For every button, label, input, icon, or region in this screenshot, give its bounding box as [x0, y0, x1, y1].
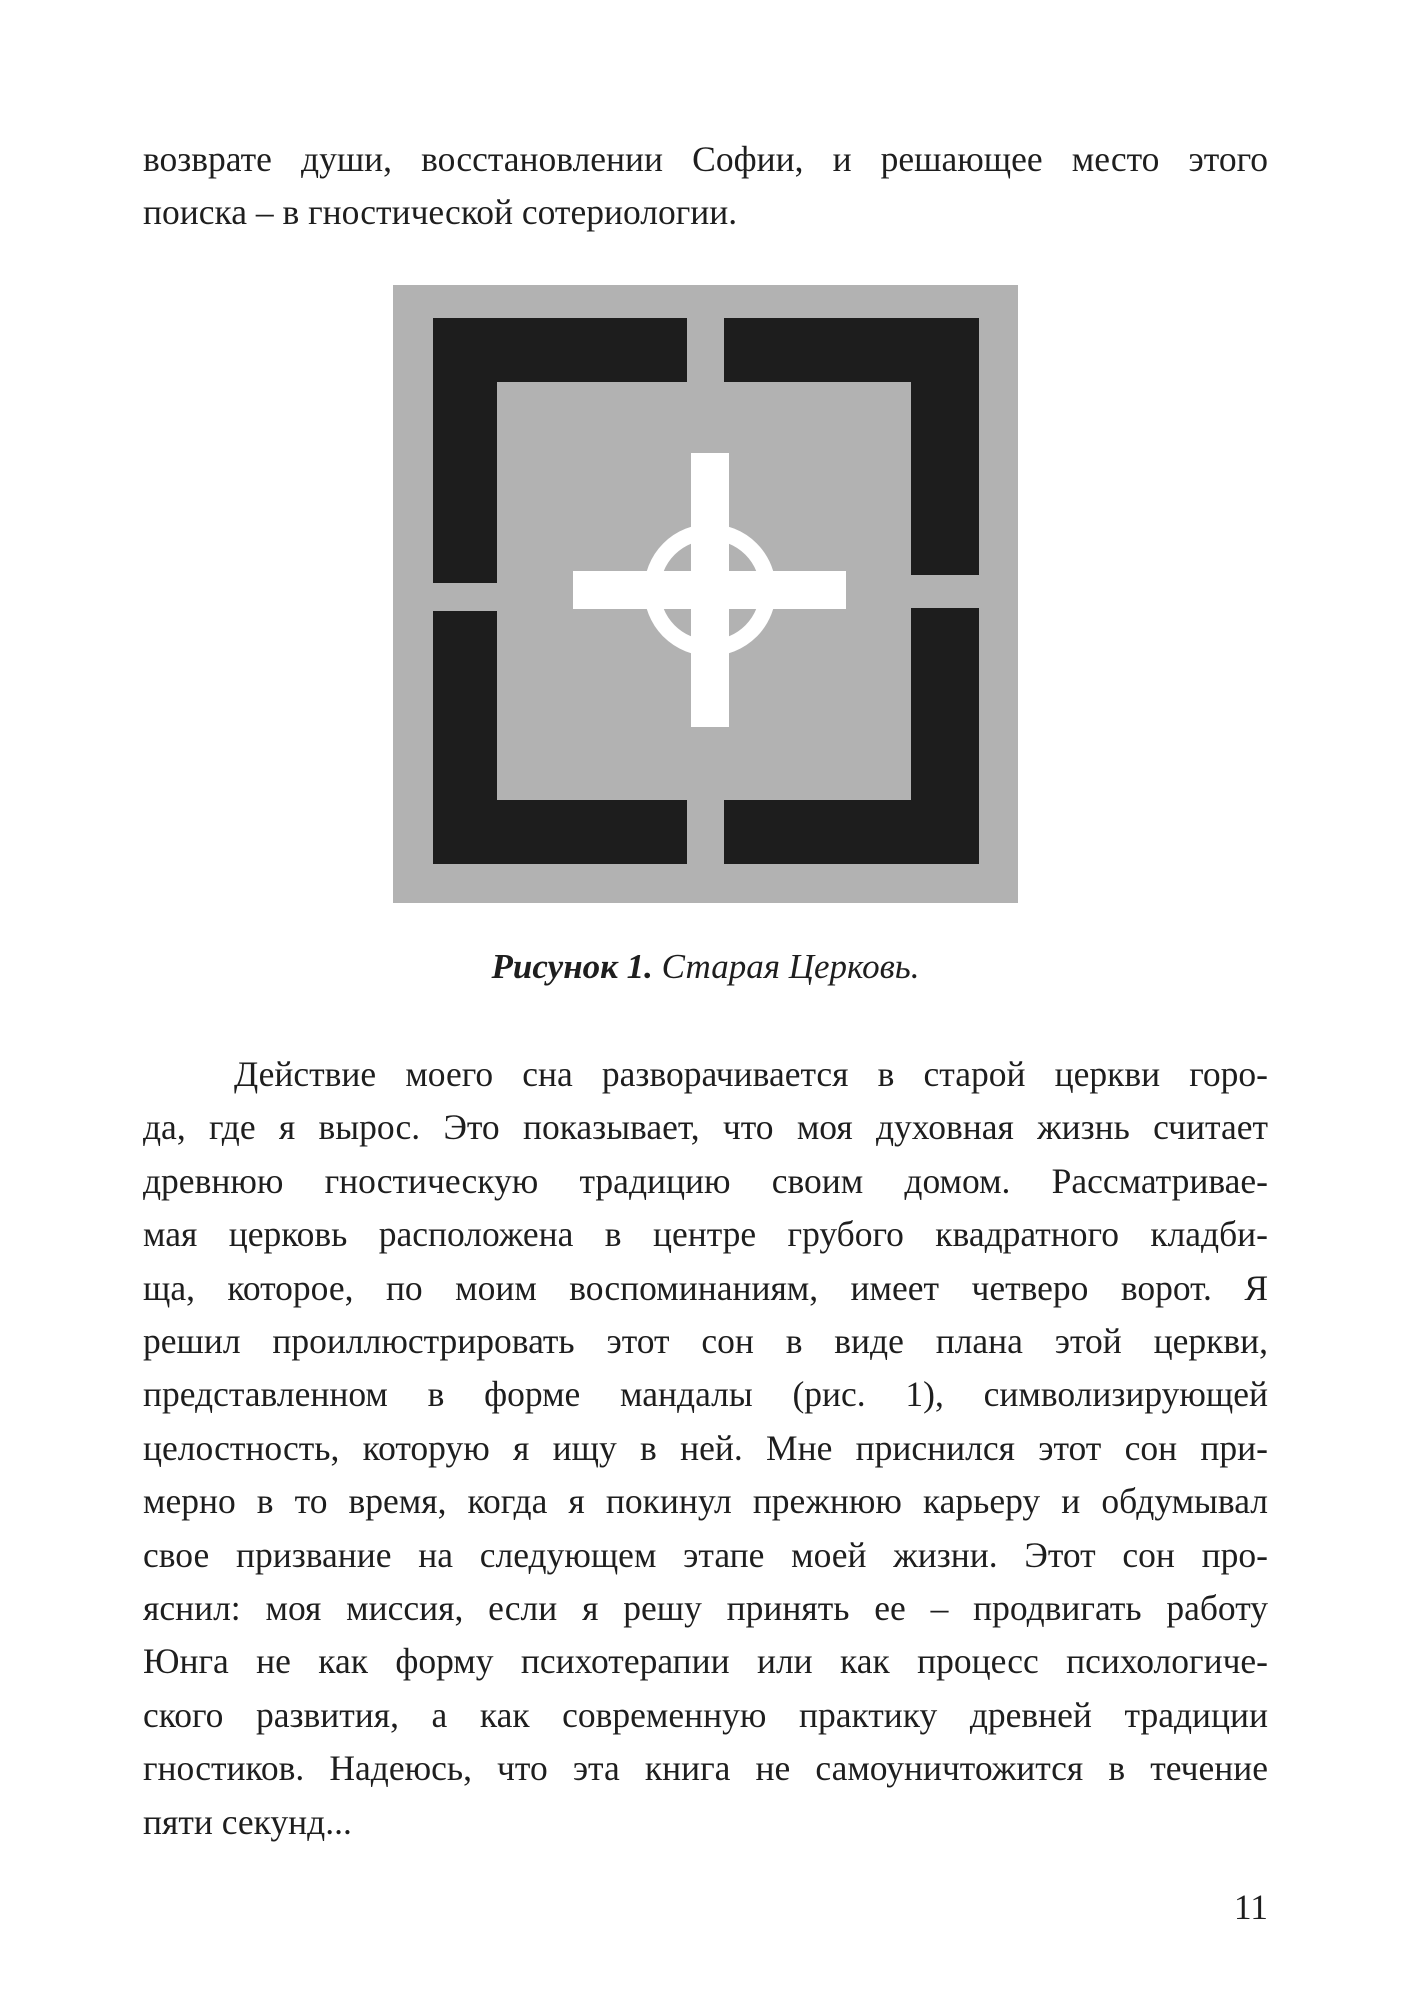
- text-line: поиска – в гностической сотериологии.: [143, 192, 738, 233]
- text-line: яснил: моя миссия, если я решу принять ее – продвигать работу: [143, 1588, 1268, 1629]
- body-paragraph: [143, 1048, 1268, 1849]
- text-line: мая церковь расположена в центре грубого квадратного кладби-: [143, 1214, 1268, 1255]
- text-line: свое призвание на следующем этапе моей жизни. Этот сон про-: [143, 1534, 1268, 1575]
- text-line: Действие моего сна разворачивается в старой церкви горо-: [234, 1054, 1268, 1094]
- text-line: да, где я вырос. Это показывает, что моя духовная жизнь считает: [143, 1107, 1268, 1148]
- text-line: гностиков. Надеюсь, что эта книга не самоуничтожится в течение: [143, 1748, 1268, 1789]
- figure-mandala: [393, 285, 1018, 903]
- mandala-church-plan-icon: [393, 285, 1018, 903]
- caption-label: Рисунок 1.: [491, 947, 653, 986]
- text-line: ского развития, а как современную практику древней традиции: [143, 1694, 1268, 1735]
- text-line: представленном в форме мандалы (рис. 1), символизирующей: [143, 1374, 1268, 1415]
- text-line: древнюю гностическую традицию своим домом. Рассматривае-: [143, 1160, 1268, 1201]
- text-line: мерно в то время, когда я покинул прежнюю карьеру и обдумывал: [143, 1481, 1268, 1522]
- caption-text: Старая Церковь.: [652, 947, 920, 986]
- text-line: ща, которое, по моим воспоминаниям, имеет четверо ворот. Я: [143, 1267, 1268, 1308]
- page-number: 11: [1233, 1887, 1268, 1927]
- text-line: целостность, которую я ищу в ней. Мне приснился этот сон при-: [143, 1427, 1268, 1468]
- figure-caption: [143, 942, 1268, 992]
- text-line: пяти секунд...: [143, 1801, 352, 1842]
- top-paragraph: [143, 133, 1268, 240]
- text-line: решил проиллюстрировать этот сон в виде плана этой церкви,: [143, 1321, 1268, 1362]
- text-line: Юнга не как форму психотерапии или как процесс психологиче-: [143, 1641, 1268, 1682]
- text-line: возврате души, восстановлении Софии, и решающее место этого: [143, 139, 1268, 179]
